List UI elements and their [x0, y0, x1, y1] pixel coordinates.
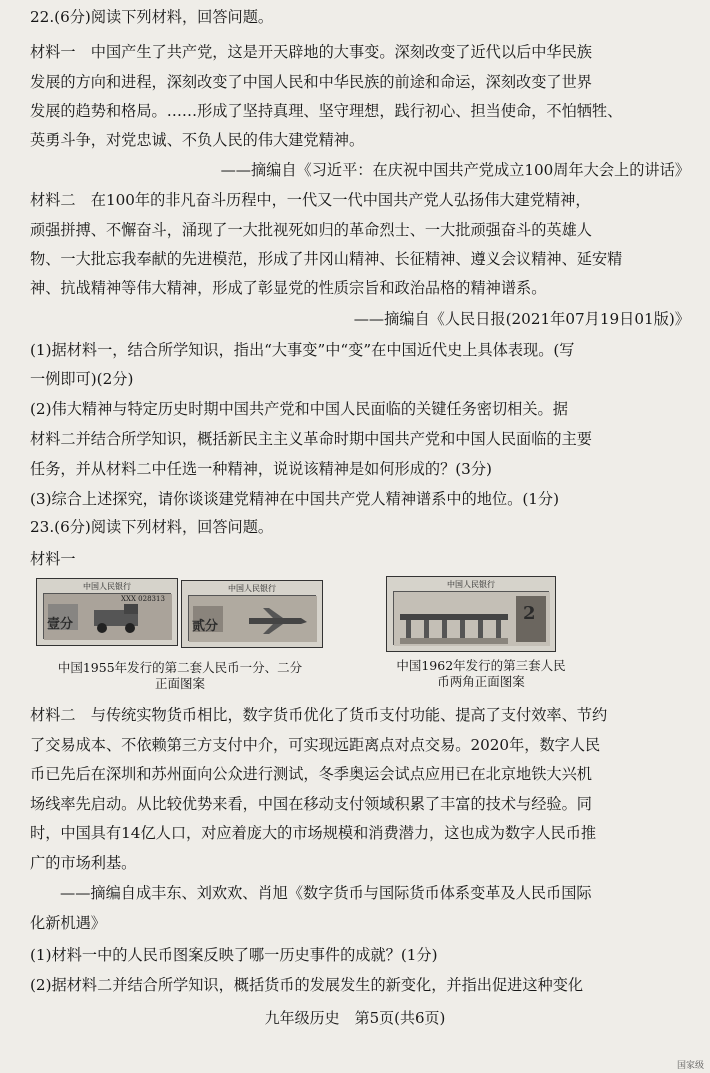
banknote-1-title: 中国人民银行	[83, 582, 131, 591]
caption-left-line-1: 中国1955年发行的第二套人民币一分、二分	[57, 660, 303, 675]
banknote-2-title: 中国人民银行	[228, 584, 276, 593]
caption-right-line-2: 币两角正面图案	[437, 674, 525, 689]
caption-right	[376, 658, 586, 690]
q23-m2-line-2: 了交易成本、不依赖第三方支付中介，可实现远距离点对点交易。2020年，数字人民	[30, 736, 601, 754]
q22-m2-line-4: 神、抗战精神等伟大精神，形成了彰显党的性质宗旨和政治品格的精神谱系。	[30, 279, 547, 297]
banknote-2-denomination: 贰分	[192, 619, 219, 634]
banknote-3-title: 中国人民银行	[447, 580, 495, 589]
q22-header: 22.(6分)阅读下列材料，回答问题。	[30, 8, 274, 26]
q22-m1-source: ——摘编自《习近平：在庆祝中国共产党成立100周年大会上的讲话》	[220, 161, 690, 179]
q23-m2-line-5: 时，中国具有14亿人口，对应着庞大的市场规模和消费潜力，这也成为数字人民币推	[30, 824, 597, 842]
banknote-3-denomination: 2	[523, 603, 536, 624]
corner-mark: 国家级	[676, 1061, 704, 1071]
q22-question-2b: 材料二并结合所学知识，概括新民主主义革命时期中国共产党和中国人民面临的主要	[30, 430, 592, 448]
q22-m1-line-1: 材料一 中国产生了共产党，这是开天辟地的大事变。深刻改变了近代以后中华民族	[30, 43, 592, 61]
banknote-1-serial: XXX 028313	[121, 595, 165, 603]
banknote-2fen-image	[181, 580, 323, 648]
q22-m1-line-3: 发展的趋势和格局。……形成了坚持真理、坚守理想，践行初心、担当使命，不怕牺牲、	[30, 102, 623, 120]
q23-m2-line-1: 材料二 与传统实物货币相比，数字货币优化了货币支付功能、提高了支付效率、节约	[30, 706, 608, 724]
q23-m2-source-line-2: 化新机遇》	[30, 914, 106, 932]
banknote-2jiao-image	[386, 576, 556, 652]
q22-m2-source: ——摘编自《人民日报(2021年07月19日01版)》	[353, 310, 690, 328]
q23-question-2: (2)据材料二并结合所学知识，概括货币的发展发生的新变化，并指出促进这种变化	[30, 976, 584, 994]
caption-left	[30, 660, 330, 692]
banknote-1-denomination: 壹分	[47, 617, 74, 632]
q22-question-2a: (2)伟大精神与特定历史时期中国共产党和中国人民面临的关键任务密切相关。据	[30, 400, 568, 418]
q22-m1-line-4: 英勇斗争，对党忠诚、不负人民的伟大建党精神。	[30, 131, 365, 149]
q23-m2-line-4: 场线率先启动。从比较优势来看，中国在移动支付领域积累了丰富的技术与经验。同	[30, 795, 592, 813]
q22-m2-line-1: 材料二 在100年的非凡奋斗历程中，一代又一代中国共产党人弘扬伟大建党精神，	[30, 191, 591, 209]
q23-m2-line-6: 广的市场利基。	[30, 854, 137, 872]
page-footer: 九年级历史 第5页(共6页)	[264, 1009, 446, 1027]
q23-m2-source-line-1: ——摘编自成丰东、刘欢欢、肖旭《数字货币与国际货币体系变革及人民币国际	[60, 884, 592, 902]
q22-m2-line-2: 顽强拼搏、不懈奋斗，涌现了一大批视死如归的革命烈士、一大批顽强奋斗的英雄人	[30, 221, 592, 239]
q23-m1-label: 材料一	[30, 550, 76, 568]
q23-header: 23.(6分)阅读下列材料，回答问题。	[30, 518, 274, 536]
banknote-1fen-image	[36, 578, 178, 646]
q22-question-1b: 一例即可)(2分)	[30, 370, 134, 388]
q23-question-1: (1)材料一中的人民币图案反映了哪一历史事件的成就？(1分)	[30, 946, 438, 964]
q23-m2-line-3: 币已先后在深圳和苏州面向公众进行测试，冬季奥运会试点应用已在北京地铁大兴机	[30, 765, 592, 783]
caption-right-line-1: 中国1962年发行的第三套人民	[396, 658, 566, 673]
q22-question-1a: (1)据材料一，结合所学知识，指出“大事变”中“变”在中国近代史上具体表现。(写	[30, 341, 575, 359]
q22-question-3: (3)综合上述探究，请你谈谈建党精神在中国共产党人精神谱系中的地位。(1分)	[30, 490, 560, 508]
q22-m2-line-3: 物、一大批忘我奉献的先进模范，形成了井冈山精神、长征精神、遵义会议精神、延安精	[30, 250, 623, 268]
caption-left-line-2: 正面图案	[154, 676, 205, 691]
q22-question-2c: 任务，并从材料二中任选一种精神，说说该精神是如何形成的？(3分)	[30, 460, 492, 478]
q22-m1-line-2: 发展的方向和进程，深刻改变了中国人民和中华民族的前途和命运，深刻改变了世界	[30, 73, 592, 91]
